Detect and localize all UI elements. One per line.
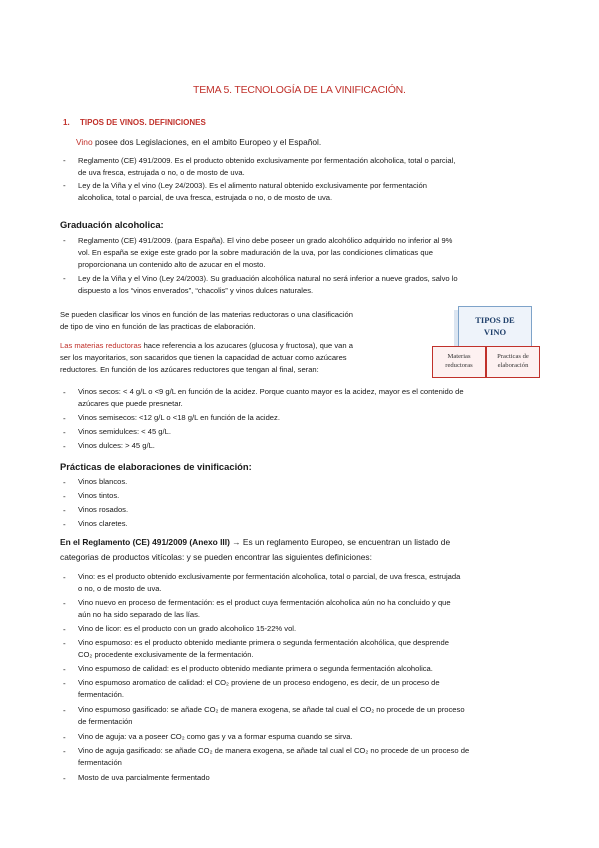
legal-def-1	[78, 155, 540, 179]
vinos-semidulces-item	[78, 426, 540, 438]
reglamento-bold: En el Reglamento (CE) 491/2009 (Anexo III)	[60, 537, 230, 547]
vinos-dulces-item	[78, 440, 540, 452]
bullet-dash: -	[63, 156, 66, 165]
text-line: Vino espumoso aromatico de calidad: el CO₂ proviene de un proceso endogeno, es decir, de un proceso de	[78, 678, 440, 687]
bullet-dash: -	[63, 181, 66, 190]
text-line: Se pueden clasificar los vinos en función de las materias reductoras o una clasificación	[60, 310, 353, 319]
text-line: Vino: es el producto obtenido exclusivamente por fermentación alcoholica, total o parcial, de uva fresca, estrujada	[78, 572, 461, 581]
text-line: azúcares que puede presnetar.	[78, 399, 183, 409]
section-heading: TIPOS DE VINOS. DEFINICIONES	[80, 118, 206, 127]
text-line: de fermentación	[78, 717, 133, 727]
bullet-dash: -	[63, 679, 66, 688]
text-line: dispuesto a los “vinos enverados”, “chacolis” y vinos dulces naturales.	[78, 286, 314, 296]
text-line: CO₂ procedente exclusivamente de la fermentación.	[78, 650, 254, 660]
text-line: Vino espumoso: es el producto obtenido mediante primera o segunda fermentación alcohólica, que desprende	[78, 638, 449, 647]
legal-def-2	[78, 180, 540, 204]
text-line: aún no ha sido separado de las lías.	[78, 610, 201, 620]
intro-line	[76, 136, 321, 149]
def-vino-espumoso	[78, 637, 540, 661]
text-line: Ley de la Viña y el vino (Ley 24/2003). Es el alimento natural obtenido exclusivamente por fermentación	[78, 181, 427, 190]
materias-paragraph	[60, 340, 420, 376]
bullet-dash: -	[63, 733, 66, 742]
bullet-dash: -	[63, 442, 66, 451]
text-line: Vino de licor: es el producto con un grado alcoholico 15-22% vol.	[78, 624, 297, 633]
text-line: Vino de aguja: va a poseer CO₂ como gas y va a formar espuma cuando se sirva.	[78, 732, 353, 741]
vinos-semisecos-item	[78, 412, 540, 424]
text-line	[60, 340, 420, 352]
materias-first-line: hace referencia a los azucares (glucosa y fructosa), que van a	[141, 341, 353, 350]
bullet-dash: -	[63, 236, 66, 245]
text-line: Vinos semisecos: <12 g/L o <18 g/L en función de la acidez.	[78, 413, 280, 422]
intro-text: posee dos Legislaciones, en el ambito Europeo y el Español.	[92, 137, 322, 147]
text-line: reductores. En función de los azúcares reductores que tengan al final, seran:	[60, 365, 319, 375]
text-line: Reglamento (CE) 491/2009. Es el producto obtenido exclusivamente por fermentación alcoholica, total o parcial,	[78, 156, 456, 165]
def-vino-nuevo	[78, 597, 540, 621]
text-line: Vinos dulces: > 45 g/L.	[78, 441, 155, 450]
def-vino	[78, 571, 540, 595]
text-line: o no, o de mosto de uva.	[78, 584, 162, 594]
text-line: fermentación	[78, 758, 122, 768]
bullet-dash: -	[63, 492, 66, 501]
text-line: Vino nuevo en proceso de fermentación: es el product cuya fermentación alcoholica aún no ha concluido y que	[78, 598, 451, 607]
def-mosto	[78, 772, 540, 784]
bullet-dash: -	[63, 478, 66, 487]
reglamento-line-2: categorias de productos vitícolas: y se pueden encontrar las siguientes definiciones:	[60, 552, 372, 562]
reglamento-rest: Es un reglamento Europeo, se encuentran un listado de	[240, 537, 451, 547]
diagram-child-label: elaboración	[497, 362, 529, 369]
text-line: ser los mayoritarios, son sacaridos que tienen la capacidad de actuar como azúcares	[60, 353, 347, 363]
diagram-main-label: VINO	[483, 327, 507, 337]
materias-highlight: Las materias reductoras	[60, 341, 142, 350]
bullet-dash: -	[63, 388, 66, 397]
text-line: Vinos semidulces: < 45 g/L.	[78, 427, 171, 436]
text-line: Reglamento (CE) 491/2009. (para España). El vino debe poseer un grado alcohólico adquirido no inferior al 9%	[78, 236, 453, 245]
text-line: Vino espumoso de calidad: es el producto obtenido mediante primera o segunda fermentación alcoholica.	[78, 664, 433, 673]
def-espumoso-calidad	[78, 663, 540, 675]
reglamento-line-1	[60, 536, 450, 549]
def-espumoso-gasificado	[78, 704, 540, 728]
reglamento-arrow: →	[229, 537, 241, 547]
bullet-dash: -	[63, 414, 66, 423]
text-line: proporcionana un contenido alto de azucar en el mosto.	[78, 260, 266, 270]
graduacion-heading: Graduación alcoholica:	[60, 219, 164, 230]
bullet-dash: -	[63, 428, 66, 437]
clasificacion-paragraph	[60, 309, 420, 333]
bullet-dash: -	[63, 639, 66, 648]
diagram-child-materias	[432, 346, 486, 378]
text-line: Vino de aguja gasificado: se añade CO₂ de manera exogena, se añade tal cual el CO₂ no procede de un proceso de	[78, 746, 470, 755]
text-line: Ley de la Viña y el Vino (Ley 24/2003). Su graduación alcohólica natural no será inferior a nueve grados, salvo lo	[78, 274, 458, 283]
text-line: Mosto de uva parcialmente fermentado	[78, 773, 210, 782]
diagram-child-label: Materias	[447, 353, 471, 360]
page-title: TEMA 5. TECNOLOGÍA DE LA VINIFICACIÓN.	[193, 84, 406, 96]
def-aguja-gasificado	[78, 745, 540, 769]
text-line: Vinos secos: < 4 g/L o <9 g/L en función de la acidez. Porque cuanto mayor es la acidez, mayor es el contenido de	[78, 387, 464, 396]
text-line: fermentación.	[78, 690, 125, 700]
def-vino-aguja	[78, 731, 540, 743]
bullet-dash: -	[63, 665, 66, 674]
vinos-secos-item	[78, 386, 540, 410]
graduacion-item-2	[78, 273, 540, 297]
def-espumoso-aromatico	[78, 677, 540, 701]
text-line: Vino espumoso gasificado: se añade CO₂ de manera exogena, se añade tal cual el CO₂ no procede de un proceso	[78, 705, 465, 714]
graduacion-item-1	[78, 235, 540, 271]
bullet-dash: -	[63, 599, 66, 608]
practicas-item: Vinos blancos.	[78, 477, 128, 486]
text-line: vol. En españa se exige este grado por la sobre maduración de la uva, por las condiciones climaticas que	[78, 248, 434, 258]
diagram-child-label: reductoras	[445, 362, 473, 369]
diagram-main-label: TIPOS DE	[475, 315, 515, 325]
practicas-heading: Prácticas de elaboraciones de vinificación:	[60, 461, 252, 472]
practicas-item: Vinos tintos.	[78, 491, 120, 500]
bullet-dash: -	[63, 774, 66, 783]
bullet-dash: -	[63, 625, 66, 634]
text-line: alcoholica, total o parcial, de uva fresca, estrujada o no, o de mosto de uva.	[78, 193, 333, 203]
bullet-dash: -	[63, 274, 66, 283]
practicas-item: Vinos claretes.	[78, 519, 128, 528]
diagram-child-practicas	[486, 346, 540, 378]
bullet-dash: -	[63, 747, 66, 756]
intro-highlight: Vino	[76, 137, 93, 147]
diagram-child-label: Practicas de	[497, 353, 529, 360]
bullet-dash: -	[63, 573, 66, 582]
def-vino-licor	[78, 623, 540, 635]
bullet-dash: -	[63, 520, 66, 529]
practicas-item: Vinos rosados.	[78, 505, 129, 514]
bullet-dash: -	[63, 506, 66, 515]
section-number: 1.	[63, 118, 70, 127]
text-line: de tipo de vino en función de las practicas de elaboración.	[60, 322, 256, 332]
bullet-dash: -	[63, 706, 66, 715]
text-line: de uva fresca, estrujada o no, o de mosto de uva.	[78, 168, 245, 178]
